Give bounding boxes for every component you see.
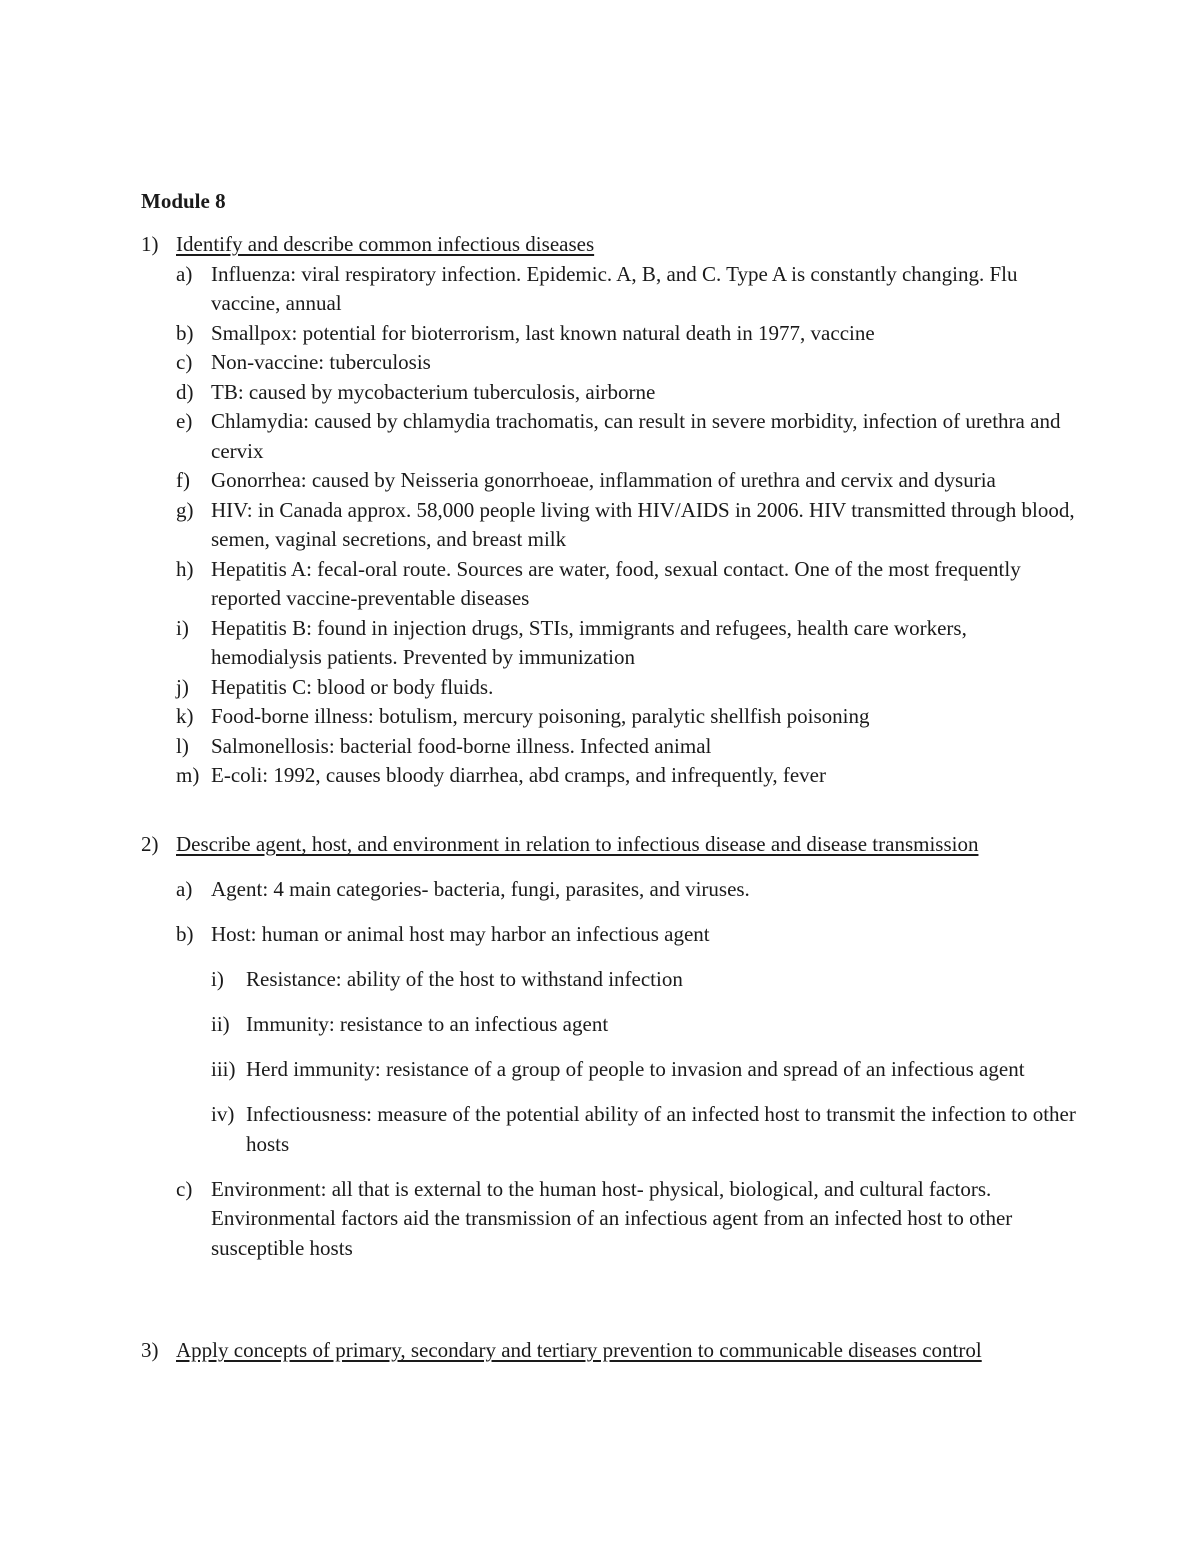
item-letter: j): [176, 674, 189, 699]
list-item: [141, 496, 1081, 555]
list-item: [141, 466, 1081, 496]
item-letter: b): [176, 922, 194, 946]
sub-item-text: Resistance: ability of the host to withstand infection: [246, 967, 683, 991]
item-text: Host: human or animal host may harbor an infectious agent: [211, 922, 710, 946]
item-text: Smallpox: potential for bioterrorism, last known natural death in 1977, vaccine: [211, 320, 875, 345]
sub-list-item: [141, 965, 1081, 995]
item-letter: h): [176, 556, 194, 581]
item-letter: a): [176, 261, 193, 286]
section-2: [141, 830, 1081, 1263]
section-heading: [141, 830, 1081, 860]
item-text: E-coli: 1992, causes bloody diarrhea, abd cramps, and infrequently, fever: [211, 763, 826, 787]
sub-item-number: iii): [211, 1057, 236, 1081]
item-text: Influenza: viral respiratory infection. Epidemic. A, B, and C. Type A is constantly changing. Flu vaccine, annual: [211, 261, 1018, 315]
item-letter: d): [176, 379, 194, 404]
list-item: [141, 702, 1081, 732]
list-item: [141, 732, 1081, 762]
sub-list-item: [141, 1010, 1081, 1040]
list-item: [141, 555, 1081, 614]
document-title: Module 8: [141, 189, 226, 213]
item-letter: c): [176, 1176, 193, 1201]
section-title: Apply concepts of primary, secondary and tertiary prevention to communicable diseases control: [176, 1338, 982, 1362]
list-item: [141, 378, 1081, 408]
item-letter: l): [176, 733, 189, 758]
item-text: Hepatitis B: found in injection drugs, STIs, immigrants and refugees, health care workers, hemodialysis patients. Prevented by immunization: [211, 615, 967, 669]
list-item: [141, 614, 1081, 673]
section-title: Identify and describe common infectious diseases: [176, 232, 595, 256]
list-item: [141, 875, 1081, 905]
item-text: Agent: 4 main categories- bacteria, fungi, parasites, and viruses.: [211, 877, 750, 901]
item-letter: g): [176, 497, 194, 522]
item-letter: a): [176, 877, 193, 901]
item-letter: i): [176, 615, 189, 640]
item-text: Chlamydia: caused by chlamydia trachomatis, can result in severe morbidity, infection of urethra and cervix: [211, 409, 1061, 463]
sub-item-text: Infectiousness: measure of the potential ability of an infected host to transmit the infection to other hosts: [246, 1102, 1076, 1156]
item-letter: c): [176, 350, 193, 374]
list-item: [141, 260, 1081, 319]
list-item: [141, 407, 1081, 466]
item-text: HIV: in Canada approx. 58,000 people living with HIV/AIDS in 2006. HIV transmitted through blood, semen, vaginal secretions, and breast milk: [211, 497, 1075, 551]
item-letter: f): [176, 468, 190, 492]
item-text: Salmonellosis: bacterial food-borne illness. Infected animal: [211, 733, 712, 758]
item-text: Hepatitis C: blood or body fluids.: [211, 674, 494, 699]
item-text: Gonorrhea: caused by Neisseria gonorrhoeae, inflammation of urethra and cervix and dysuria: [211, 468, 996, 492]
list-item: [141, 348, 1081, 378]
item-text: Food-borne illness: botulism, mercury poisoning, paralytic shellfish poisoning: [211, 704, 870, 728]
sub-item-number: i): [211, 967, 224, 991]
sub-item-number: iv): [211, 1102, 235, 1126]
section-title: Describe agent, host, and environment in relation to infectious disease and disease transmission: [176, 832, 979, 856]
section-1: [141, 230, 1081, 791]
item-text: TB: caused by mycobacterium tuberculosis, airborne: [211, 379, 656, 404]
item-text: Non-vaccine: tuberculosis: [211, 350, 431, 374]
section-number: 1): [141, 232, 159, 256]
sub-item-number: ii): [211, 1012, 230, 1036]
item-letter: b): [176, 320, 194, 345]
section-heading: [141, 230, 1081, 260]
list-item: [141, 319, 1081, 349]
item-letter: e): [176, 409, 193, 433]
sub-item-text: Immunity: resistance to an infectious agent: [246, 1012, 609, 1036]
item-letter: m): [176, 763, 200, 787]
section-number: 3): [141, 1338, 159, 1362]
section-3: [141, 1336, 1081, 1366]
list-item: [141, 673, 1081, 703]
list-item: [141, 920, 1081, 950]
sub-list-item: [141, 1055, 1081, 1085]
item-letter: k): [176, 704, 194, 728]
sub-item-text: Herd immunity: resistance of a group of people to invasion and spread of an infectious agent: [246, 1057, 1025, 1081]
section-heading: [141, 1336, 1081, 1366]
list-item: [141, 1175, 1081, 1264]
list-item: [141, 761, 1081, 791]
sub-list-item: [141, 1100, 1081, 1159]
section-number: 2): [141, 832, 159, 856]
item-text: Hepatitis A: fecal-oral route. Sources are water, food, sexual contact. One of the most frequently reported vaccine-preventable diseases: [211, 556, 1021, 610]
item-text: Environment: all that is external to the human host- physical, biological, and cultural factors. Environmental factors aid the transmission of an infectious agent from an infected host to other susceptible hosts: [211, 1176, 1013, 1260]
